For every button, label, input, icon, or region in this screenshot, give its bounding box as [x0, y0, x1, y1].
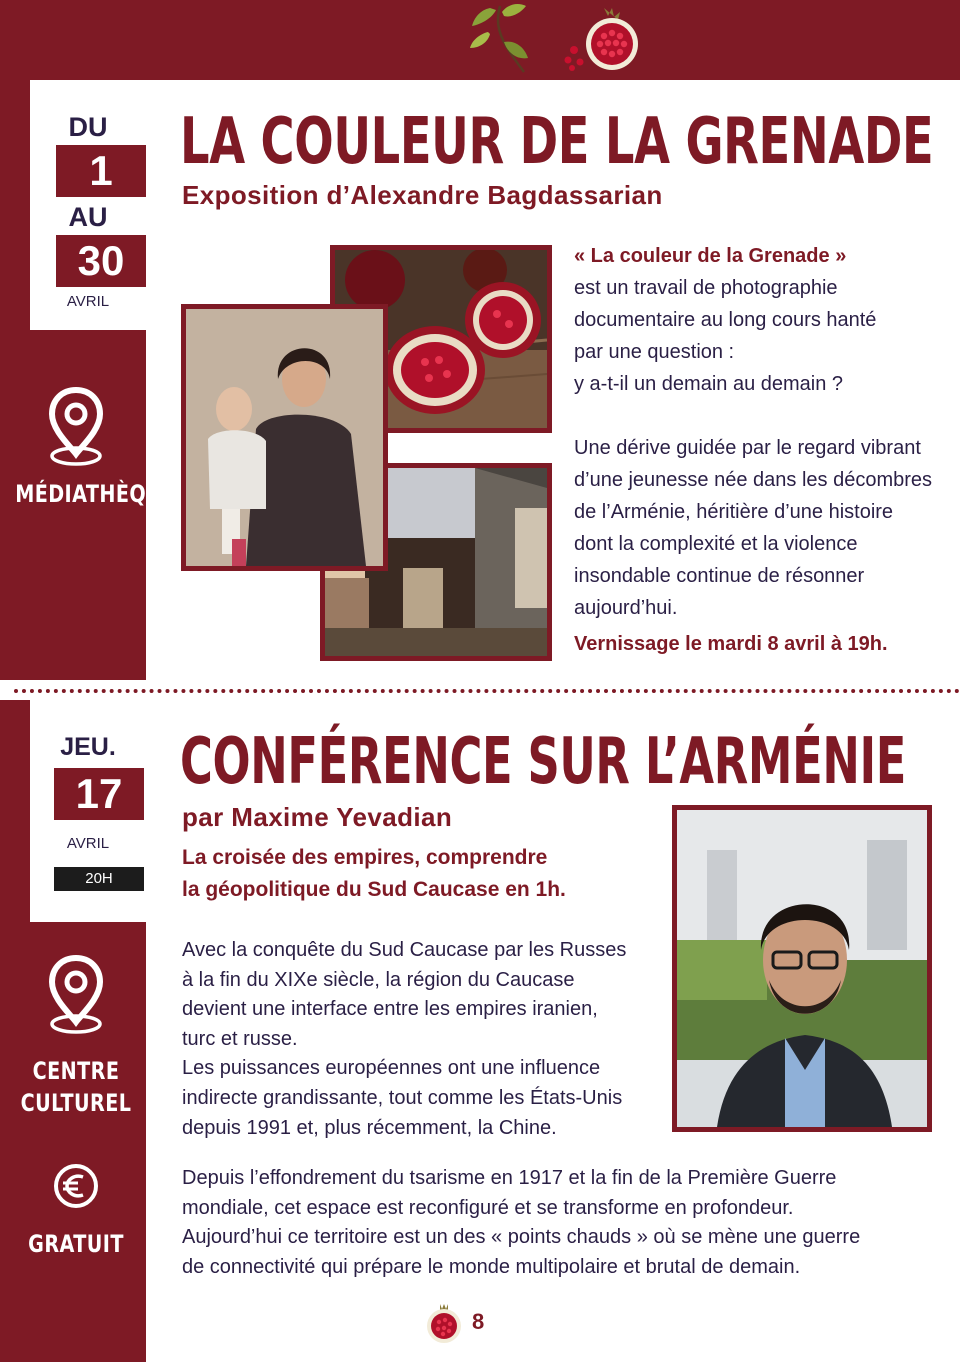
text-line: est un travail de photographie	[574, 277, 838, 299]
speaker-photo	[672, 805, 932, 1132]
location-pin-icon	[46, 954, 106, 1036]
event2-subtitle: par Maxime Yevadian	[182, 802, 453, 832]
text-line: Avec la conquête du Sud Caucase par les Russes	[182, 939, 627, 961]
theme-line: La croisée des empires, comprendre	[182, 846, 548, 869]
text-line: devient une interface entre les empires iranien,	[182, 998, 598, 1021]
event2-theme	[182, 842, 566, 906]
event2-para1	[182, 936, 626, 1143]
vernissage-note: Vernissage le mardi 8 avril à 19h.	[574, 633, 888, 655]
text-line: insondable continue de résonner	[574, 565, 865, 587]
text-line: dont la complexité et la violence	[574, 533, 858, 555]
text-line: de l’Arménie, héritière d’une histoire	[574, 501, 894, 523]
event2-day: 17	[54, 768, 144, 820]
text-line: Depuis l’effondrement du tsarisme en 1917 et la fin de la Première Guerre	[182, 1167, 837, 1189]
event1-para1-title: « La couleur de la Grenade »	[574, 245, 847, 267]
venue-centre-culturel	[15, 1055, 137, 1119]
text-line: par une question :	[574, 341, 735, 363]
text-line: aujourd’hui.	[574, 597, 678, 619]
date-to-prefix: AU	[68, 202, 108, 232]
theme-line: la géopolitique du Sud Caucase en 1h.	[182, 878, 566, 901]
event2-title: CONFÉRENCE SUR L’ARMÉNIE	[180, 725, 907, 799]
date-month: AVRIL	[66, 293, 110, 310]
event1-subtitle: Exposition d’Alexandre Bagdassarian	[182, 180, 663, 210]
text-line: depuis 1991 et, plus récemment, la Chine.	[182, 1116, 557, 1139]
pomegranate-icon	[560, 4, 644, 74]
location-pin-icon	[46, 386, 106, 468]
date-to-day: 30	[56, 235, 146, 287]
text-line: Aujourd’hui ce territoire est un des « points chauds » où se mène une guerre	[182, 1226, 861, 1249]
euro-icon	[52, 1162, 100, 1210]
text-line: à la fin du XIXe siècle, la région du Caucase	[182, 968, 575, 991]
text-line: turc et russe.	[182, 1027, 298, 1050]
page-number: 8	[472, 1309, 485, 1334]
venue-line: CULTUREL	[20, 1089, 132, 1117]
text-line: d’une jeunesse née dans les décombres	[574, 469, 933, 491]
text-line: mondiale, cet espace est reconfiguré et se transforme en profondeur.	[182, 1196, 794, 1219]
text-line: Une dérive guidée par le regard vibrant	[574, 437, 921, 459]
event1-para1	[574, 240, 944, 400]
text-line: documentaire au long cours hanté	[574, 309, 877, 331]
event2-month: AVRIL	[66, 835, 110, 852]
event1-title: LA COULEUR DE LA GRENADE	[180, 105, 934, 179]
event2-time: 20H	[54, 867, 144, 891]
event1-para2	[574, 432, 944, 624]
venue-mediatheque: MÉDIATHÈQUE	[15, 480, 176, 508]
dotted-divider	[14, 689, 960, 693]
date-from-prefix: DU	[68, 112, 108, 142]
text-line: indirecte grandissante, tout comme les États-Unis	[182, 1086, 623, 1109]
text-line: Les puissances européennes ont une influence	[182, 1057, 601, 1080]
text-line: y a-t-il un demain au demain ?	[574, 373, 844, 395]
event2-para2	[182, 1164, 860, 1282]
price-label: GRATUIT	[28, 1230, 124, 1258]
event1-description	[574, 240, 944, 664]
text-line: de connectivité qui prépare le monde multipolaire et brutal de demain.	[182, 1255, 801, 1278]
venue-line: CENTRE	[32, 1057, 120, 1085]
date-from-day: 1	[56, 145, 146, 197]
mother-child-photo	[181, 304, 388, 571]
day-name: JEU.	[60, 733, 116, 761]
pomegranate-icon	[422, 1302, 466, 1344]
